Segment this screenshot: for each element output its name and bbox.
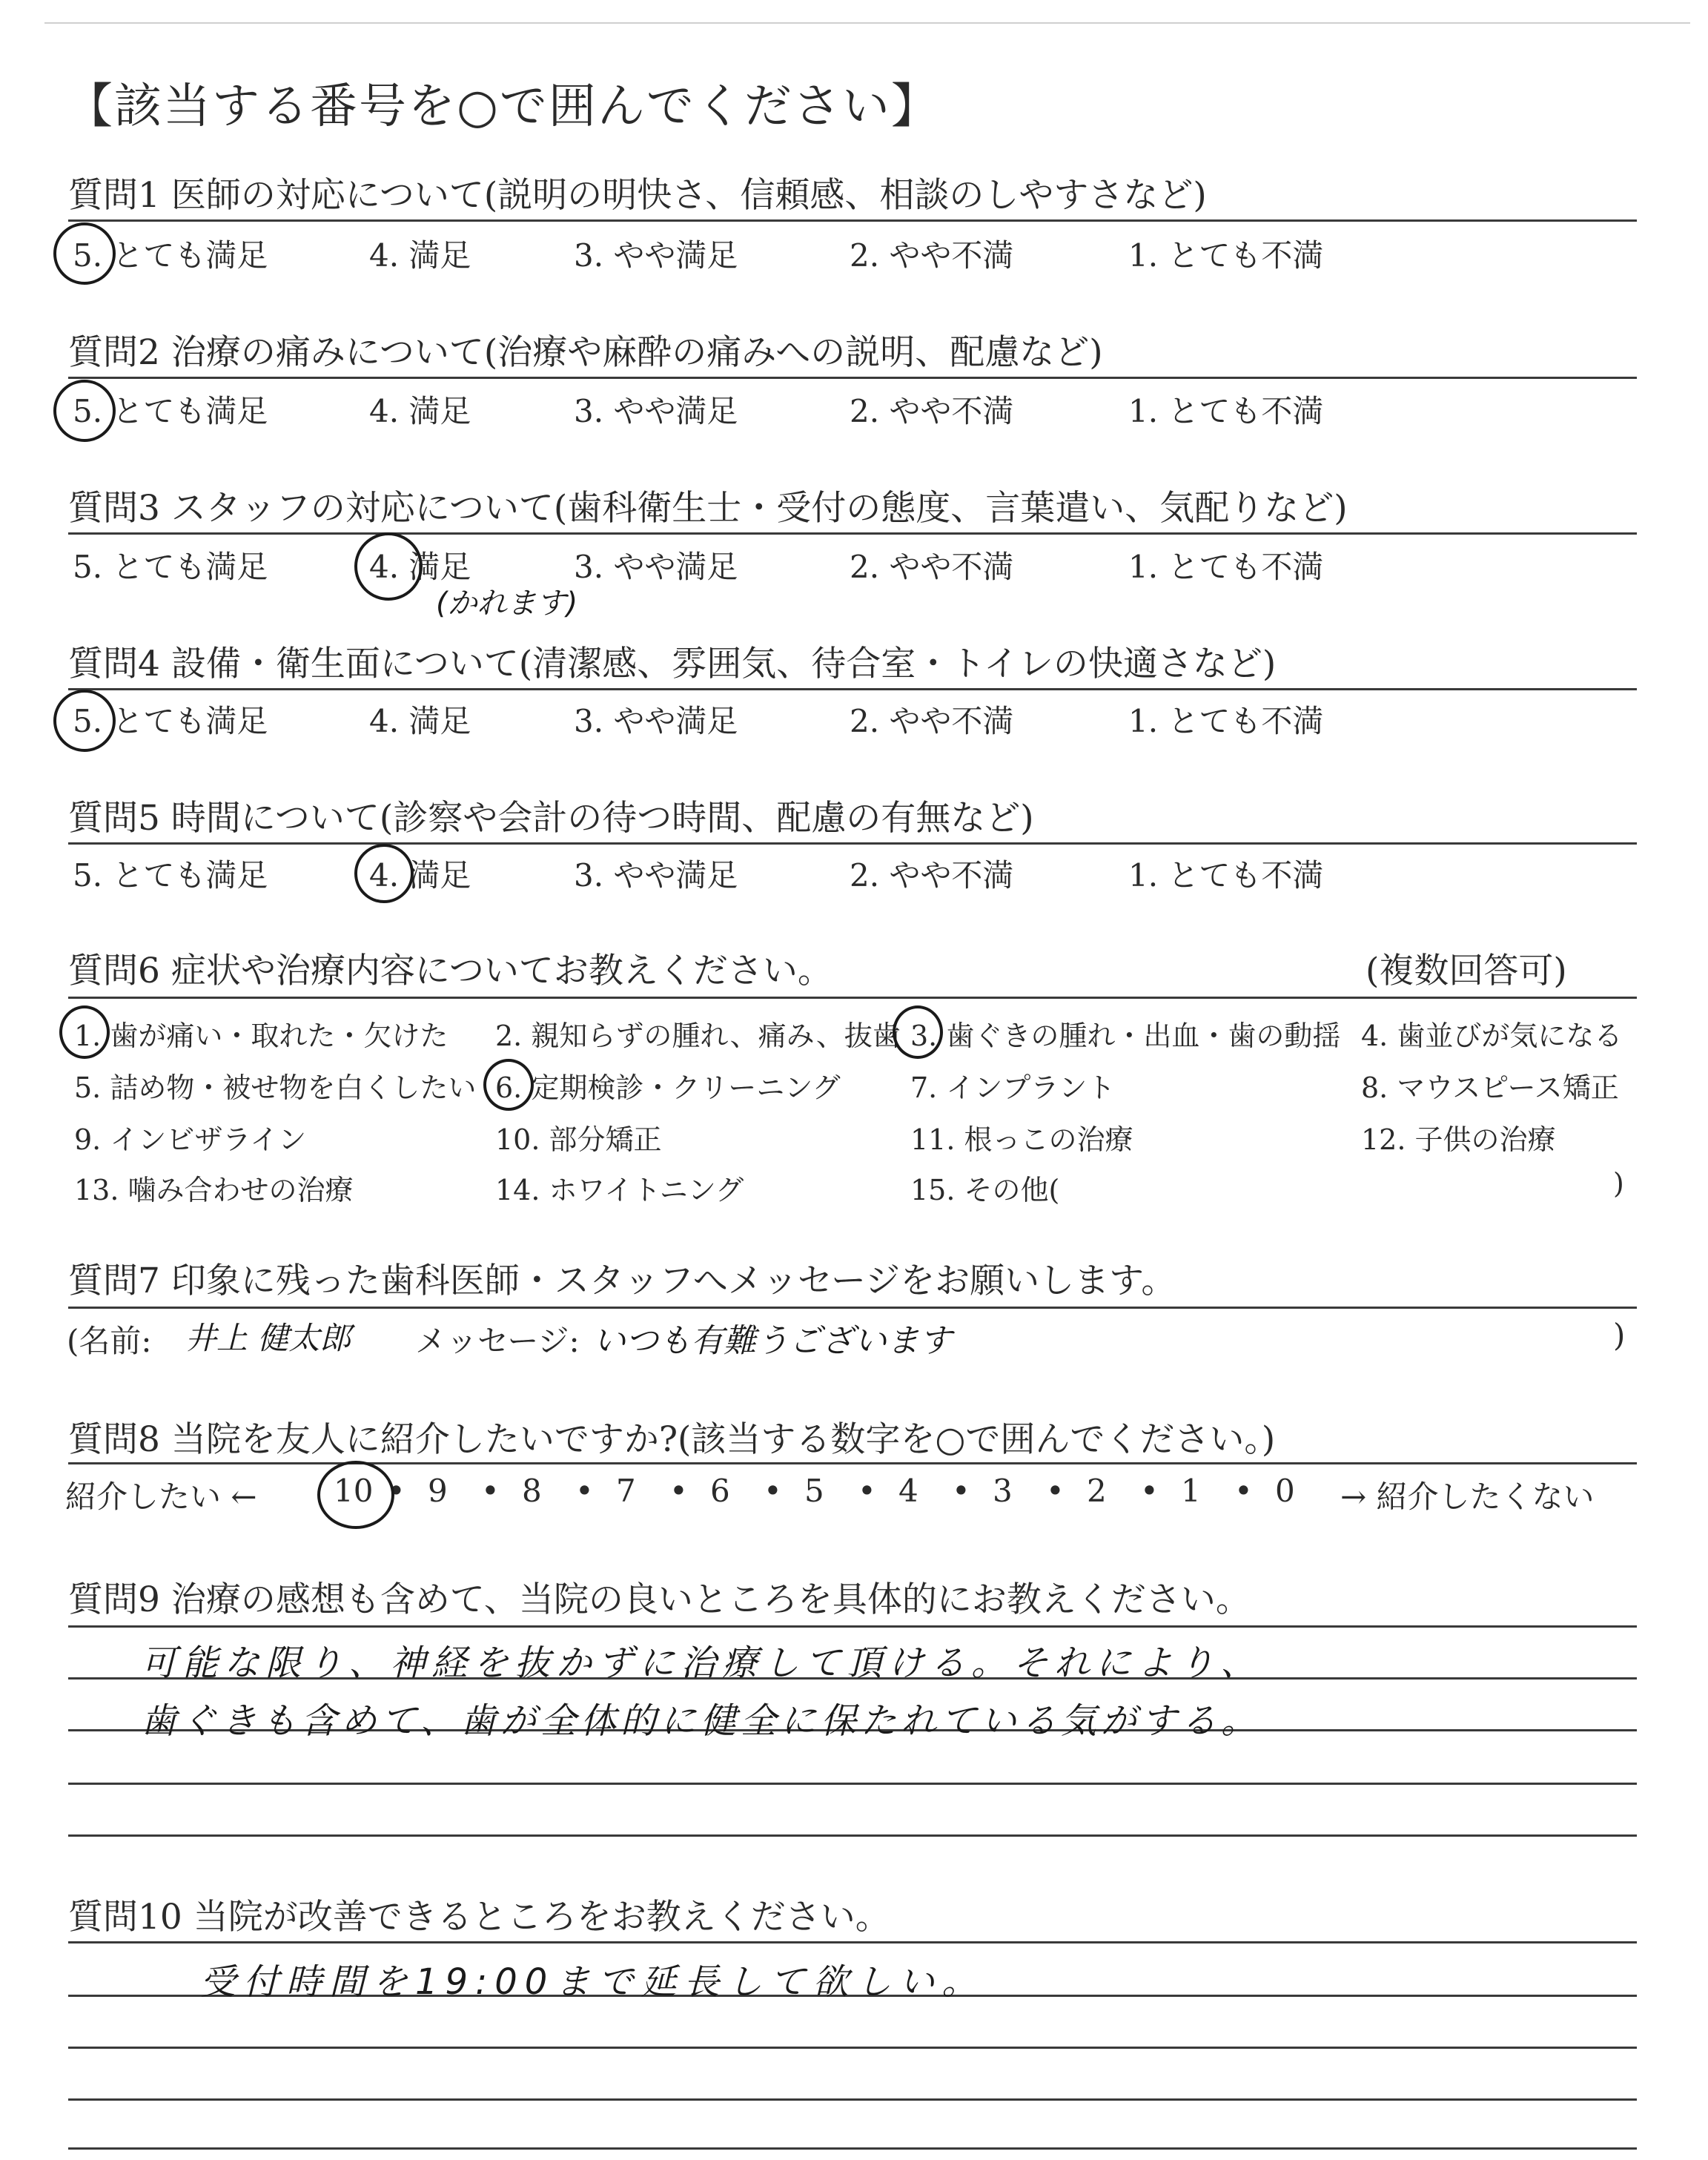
question-6-rule xyxy=(68,997,1637,999)
q2-option-2[interactable]: 2. やや不満 xyxy=(850,393,1014,429)
q6-item-10[interactable]: 10. 部分矯正 xyxy=(495,1123,662,1156)
question-8-label: 質問8 当院を友人に紹介したいですか?(該当する数字を○で囲んでください。) xyxy=(68,1419,1276,1460)
q9-answer-line-1[interactable]: 可能な限り、神経を抜かずに治療して頂ける。それにより、 xyxy=(141,1642,1262,1684)
question-1-rule xyxy=(68,219,1637,222)
q6-selection-circle-1 xyxy=(59,1005,110,1059)
question-9-rule-1 xyxy=(68,1625,1637,1628)
question-2-label: 質問2 治療の痛みについて(治療や麻酔の痛みへの説明、配慮など) xyxy=(68,332,1103,373)
q6-item-8[interactable]: 8. マウスピース矯正 xyxy=(1361,1071,1619,1104)
q8-scale-3[interactable]: 3 xyxy=(993,1473,1013,1509)
q8-scale-8[interactable]: 8 xyxy=(522,1473,542,1509)
question-7-rule xyxy=(68,1307,1637,1309)
q8-scale-separator: • xyxy=(1046,1473,1065,1509)
q5-option-3[interactable]: 3. やや満足 xyxy=(574,857,738,894)
q8-scale-4[interactable]: 4 xyxy=(898,1473,918,1509)
q6-item-13[interactable]: 13. 噛み合わせの治療 xyxy=(74,1174,354,1206)
q2-option-5[interactable]: 5. とても満足 xyxy=(73,393,268,429)
q7-name-prefix: (名前: xyxy=(67,1323,152,1359)
q8-left-label: 紹介したい ← xyxy=(65,1479,257,1515)
q3-option-3[interactable]: 3. やや満足 xyxy=(574,549,738,585)
question-10-rule-5 xyxy=(68,2147,1637,2150)
question-5-rule xyxy=(68,842,1637,845)
q9-answer-line-2[interactable]: 歯ぐきも含めて、歯が全体的に健全に保たれている気がする。 xyxy=(141,1700,1262,1742)
q6-item-1[interactable]: 1. 歯が痛い・取れた・欠けた xyxy=(74,1020,448,1052)
q7-message-label: メッセージ: xyxy=(415,1323,580,1359)
q6-item-11[interactable]: 11. 根っこの治療 xyxy=(910,1123,1133,1156)
q5-option-2[interactable]: 2. やや不満 xyxy=(850,857,1014,894)
q4-option-3[interactable]: 3. やや満足 xyxy=(574,703,738,739)
q8-scale-separator: • xyxy=(481,1473,500,1509)
q8-scale-7[interactable]: 7 xyxy=(616,1473,636,1509)
q7-close-paren: ) xyxy=(1613,1317,1626,1353)
q8-scale-separator: • xyxy=(858,1473,876,1509)
q8-scale-separator: • xyxy=(1234,1473,1253,1509)
q4-option-5[interactable]: 5. とても満足 xyxy=(73,703,268,739)
q1-selection-circle xyxy=(53,222,116,285)
q6-item-2[interactable]: 2. 親知らずの腫れ、痛み、抜歯 xyxy=(495,1020,901,1052)
q5-selection-circle xyxy=(354,844,414,903)
question-10-rule-1 xyxy=(68,1941,1637,1943)
q3-option-5[interactable]: 5. とても満足 xyxy=(73,549,268,585)
q8-scale-separator: • xyxy=(575,1473,594,1509)
q6-item-6[interactable]: 6. 定期検診・クリーニング xyxy=(495,1071,841,1104)
q8-selection-circle xyxy=(317,1461,394,1529)
q6-selection-circle-6 xyxy=(483,1059,534,1111)
scan-top-edge xyxy=(44,22,1690,24)
question-8-rule xyxy=(68,1462,1637,1464)
q3-option-4[interactable]: 4. 満足 xyxy=(369,549,471,585)
q1-option-2[interactable]: 2. やや不満 xyxy=(850,237,1014,274)
question-9-label: 質問9 治療の感想も含めて、当院の良いところを具体的にお教えください。 xyxy=(68,1579,1251,1620)
q3-option-1[interactable]: 1. とても不満 xyxy=(1128,549,1324,585)
q8-scale-5[interactable]: 5 xyxy=(804,1473,824,1509)
q8-scale-6[interactable]: 6 xyxy=(710,1473,730,1509)
q5-option-1[interactable]: 1. とても不満 xyxy=(1128,857,1324,894)
q1-option-5[interactable]: 5. とても満足 xyxy=(73,237,268,274)
q6-item-12[interactable]: 12. 子供の治療 xyxy=(1361,1123,1556,1156)
q8-scale-2[interactable]: 2 xyxy=(1087,1473,1107,1509)
q8-scale-separator: • xyxy=(387,1473,406,1509)
question-3-label: 質問3 スタッフの対応について(歯科衛生士・受付の態度、言葉遣い、気配りなど) xyxy=(68,488,1348,529)
q7-message-value[interactable]: いつも有難うございます xyxy=(593,1322,952,1360)
q4-option-1[interactable]: 1. とても不満 xyxy=(1128,703,1324,739)
q8-scale-0[interactable]: 0 xyxy=(1275,1473,1295,1509)
q5-option-5[interactable]: 5. とても満足 xyxy=(73,857,268,894)
q2-selection-circle xyxy=(53,380,116,442)
question-6-label: 質問6 症状や治療内容についてお教えください。 xyxy=(68,951,833,991)
q8-scale-1[interactable]: 1 xyxy=(1181,1473,1201,1509)
question-10-rule-4 xyxy=(68,2098,1637,2101)
q8-scale-separator: • xyxy=(1140,1473,1159,1509)
question-4-rule xyxy=(68,688,1637,690)
q6-selection-circle-3 xyxy=(893,1005,943,1059)
q7-name-value[interactable]: 井上 健太郎 xyxy=(185,1320,351,1356)
q8-scale-separator: • xyxy=(669,1473,688,1509)
question-5-label: 質問5 時間について(診察や会計の待つ時間、配慮の有無など) xyxy=(68,798,1034,839)
page-title: 【該当する番号を○で囲んでください】 xyxy=(65,79,940,134)
question-9-rule-5 xyxy=(68,1834,1637,1837)
q5-option-4[interactable]: 4. 満足 xyxy=(369,857,471,894)
q2-option-1[interactable]: 1. とても不満 xyxy=(1128,393,1324,429)
q8-scale-9[interactable]: 9 xyxy=(428,1473,448,1509)
question-6-multi-note: (複数回答可) xyxy=(1366,951,1567,991)
question-10-rule-3 xyxy=(68,2047,1637,2049)
q4-option-2[interactable]: 2. やや不満 xyxy=(850,703,1014,739)
question-2-rule xyxy=(68,377,1637,379)
q4-selection-circle xyxy=(53,690,116,752)
q8-scale-10[interactable]: 10 xyxy=(334,1473,374,1509)
question-1-label: 質問1 医師の対応について(説明の明快さ、信頼感、相談のしやすさなど) xyxy=(68,175,1207,216)
q2-option-4[interactable]: 4. 満足 xyxy=(369,393,471,429)
q8-right-label: → 紹介したくない xyxy=(1340,1479,1595,1515)
q6-item-15-close: ) xyxy=(1613,1167,1624,1200)
q6-item-3[interactable]: 3. 歯ぐきの腫れ・出血・歯の動揺 xyxy=(910,1020,1341,1052)
q1-option-3[interactable]: 3. やや満足 xyxy=(574,237,738,274)
q6-item-14[interactable]: 14. ホワイトニング xyxy=(495,1174,744,1206)
q2-option-3[interactable]: 3. やや満足 xyxy=(574,393,738,429)
q8-scale-separator: • xyxy=(764,1473,782,1509)
q4-option-4[interactable]: 4. 満足 xyxy=(369,703,471,739)
q6-item-4[interactable]: 4. 歯並びが気になる xyxy=(1361,1020,1623,1052)
q8-scale-separator: • xyxy=(952,1473,970,1509)
q3-selection-circle xyxy=(354,532,423,601)
question-9-rule-4 xyxy=(68,1783,1637,1785)
question-3-rule xyxy=(68,532,1637,535)
q3-handwritten-note: (かれます) xyxy=(436,587,578,621)
q1-option-4[interactable]: 4. 満足 xyxy=(369,237,471,274)
q6-item-15[interactable]: 15. その他( xyxy=(910,1174,1060,1206)
q6-item-9[interactable]: 9. インビザライン xyxy=(74,1123,307,1156)
question-4-label: 質問4 設備・衛生面について(清潔感、雰囲気、待合室・トイレの快適さなど) xyxy=(68,644,1277,684)
q3-option-2[interactable]: 2. やや不満 xyxy=(850,549,1014,585)
question-10-label: 質問10 当院が改善できるところをお教えください。 xyxy=(68,1897,890,1938)
q10-answer-line-1[interactable]: 受付時間を19:00まで延長して欲しい。 xyxy=(200,1961,985,2003)
question-7-label: 質問7 印象に残った歯科医師・スタッフへメッセージをお願いします。 xyxy=(68,1261,1176,1301)
q6-item-7[interactable]: 7. インプラント xyxy=(910,1071,1116,1104)
q1-option-1[interactable]: 1. とても不満 xyxy=(1128,237,1324,274)
q6-item-5[interactable]: 5. 詰め物・被せ物を白くしたい xyxy=(74,1071,477,1104)
